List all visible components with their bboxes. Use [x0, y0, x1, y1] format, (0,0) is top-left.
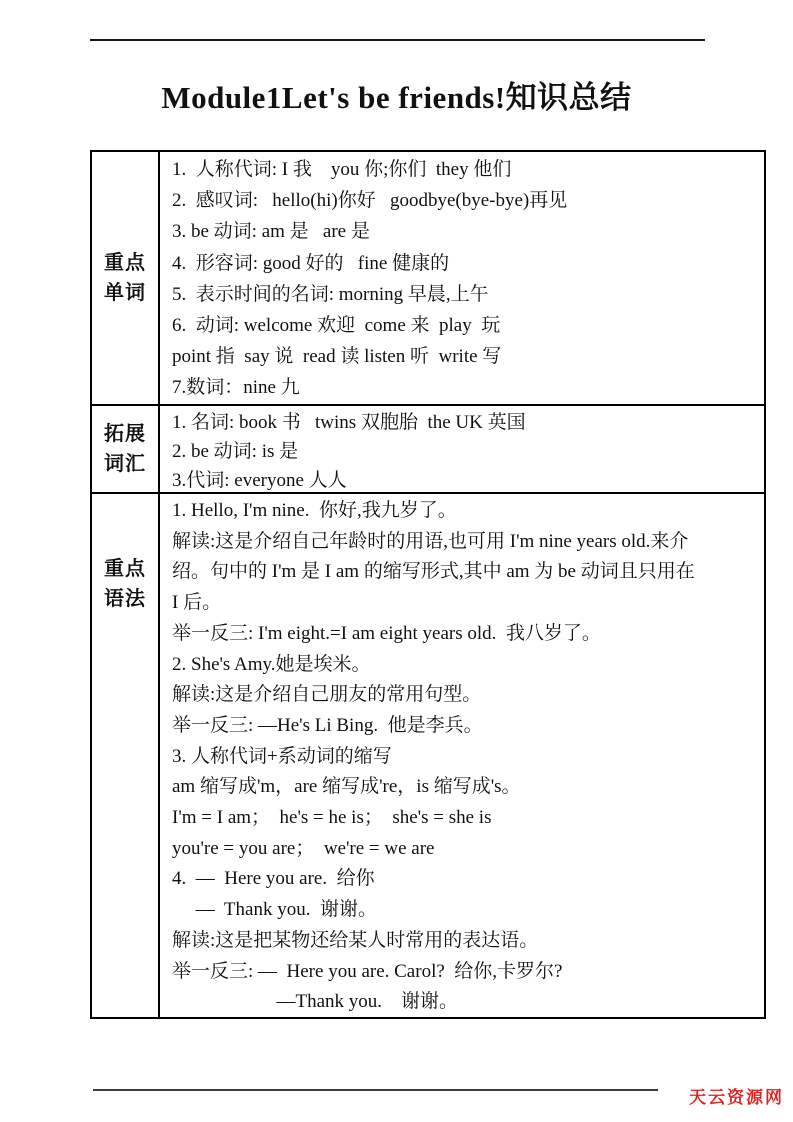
content-line: 4. — Here you are. 给你	[172, 868, 375, 890]
content-line: 4. 形容词: good 好的 fine 健康的	[172, 252, 450, 274]
content-line: 绍。句中的 I'm 是 I am 的缩写形式,其中 am 为 be 动词且只用在	[172, 561, 695, 583]
content-line: 3. 人称代词+系动词的缩写	[172, 745, 392, 767]
content-line: 1. Hello, I'm nine. 你好,我九岁了。	[172, 500, 457, 521]
row-label	[92, 152, 160, 404]
content-line: 解读:这是介绍自己年龄时的用语,也可用 I'm nine years old.来介	[172, 530, 689, 552]
content-line: —Thank you. 谢谢。	[172, 991, 459, 1013]
content-line: 7.数词：nine 九	[172, 377, 300, 399]
row-label-line: 单词	[104, 282, 146, 304]
content-line: 3.代词: everyone 人人	[172, 470, 347, 491]
row-label-line: 重点	[104, 252, 146, 274]
row-label	[92, 494, 160, 1017]
summary-table	[90, 150, 766, 1019]
watermark-text: 天云资源网	[689, 1088, 784, 1107]
content-line: 3. be 动词: am 是 are 是	[172, 221, 370, 243]
content-line: 5. 表示时间的名词: morning 早晨,上午	[172, 283, 489, 305]
table-row	[92, 492, 764, 1017]
row-content	[160, 152, 764, 404]
content-line: 举一反三: I'm eight.=I am eight years old. 我八岁了。	[172, 622, 601, 644]
content-line: 解读:这是把某物还给某人时常用的表达语。	[172, 929, 539, 951]
row-label	[92, 406, 160, 492]
content-line: 1. 名词: book 书 twins 双胞胎 the UK 英国	[172, 412, 526, 433]
row-label-line: 词汇	[104, 453, 146, 475]
row-label-line: 重点	[104, 558, 146, 580]
content-line: 2. She's Amy.她是埃米。	[172, 653, 371, 675]
content-line: 解读:这是介绍自己朋友的常用句型。	[172, 684, 482, 706]
table-row	[92, 152, 764, 404]
content-line: am 缩写成'm，are 缩写成're，is 缩写成's。	[172, 776, 521, 798]
content-line: 2. 感叹词: hello(hi)你好 goodbye(bye-bye)再见	[172, 190, 568, 212]
content-line: — Thank you. 谢谢。	[172, 899, 377, 921]
content-line: I 后。	[172, 592, 222, 614]
content-line: 举一反三: —He's Li Bing. 他是李兵。	[172, 714, 483, 736]
content-line: 举一反三: — Here you are. Carol? 给你,卡罗尔?	[172, 960, 563, 982]
row-label-line: 语法	[104, 588, 146, 610]
content-line: 6. 动词: welcome 欢迎 come 来 play 玩	[172, 315, 501, 337]
row-content	[160, 406, 764, 492]
page-title: Module1Let's be friends!知识总结	[161, 80, 632, 115]
content-line: 2. be 动词: is 是	[172, 441, 299, 462]
row-label-line: 拓展	[104, 423, 146, 445]
footer-rule	[93, 1089, 658, 1091]
content-line: point 指 say 说 read 读 listen 听 write 写	[172, 346, 502, 368]
top-rule	[90, 39, 705, 41]
content-line: I'm = I am； he's = he is； she's = she is	[172, 807, 492, 829]
table-row	[92, 404, 764, 492]
row-content	[160, 494, 764, 1017]
content-line: you're = you are； we're = we are	[172, 837, 435, 859]
content-line: 1. 人称代词: I 我 you 你;你们 they 他们	[172, 159, 512, 180]
